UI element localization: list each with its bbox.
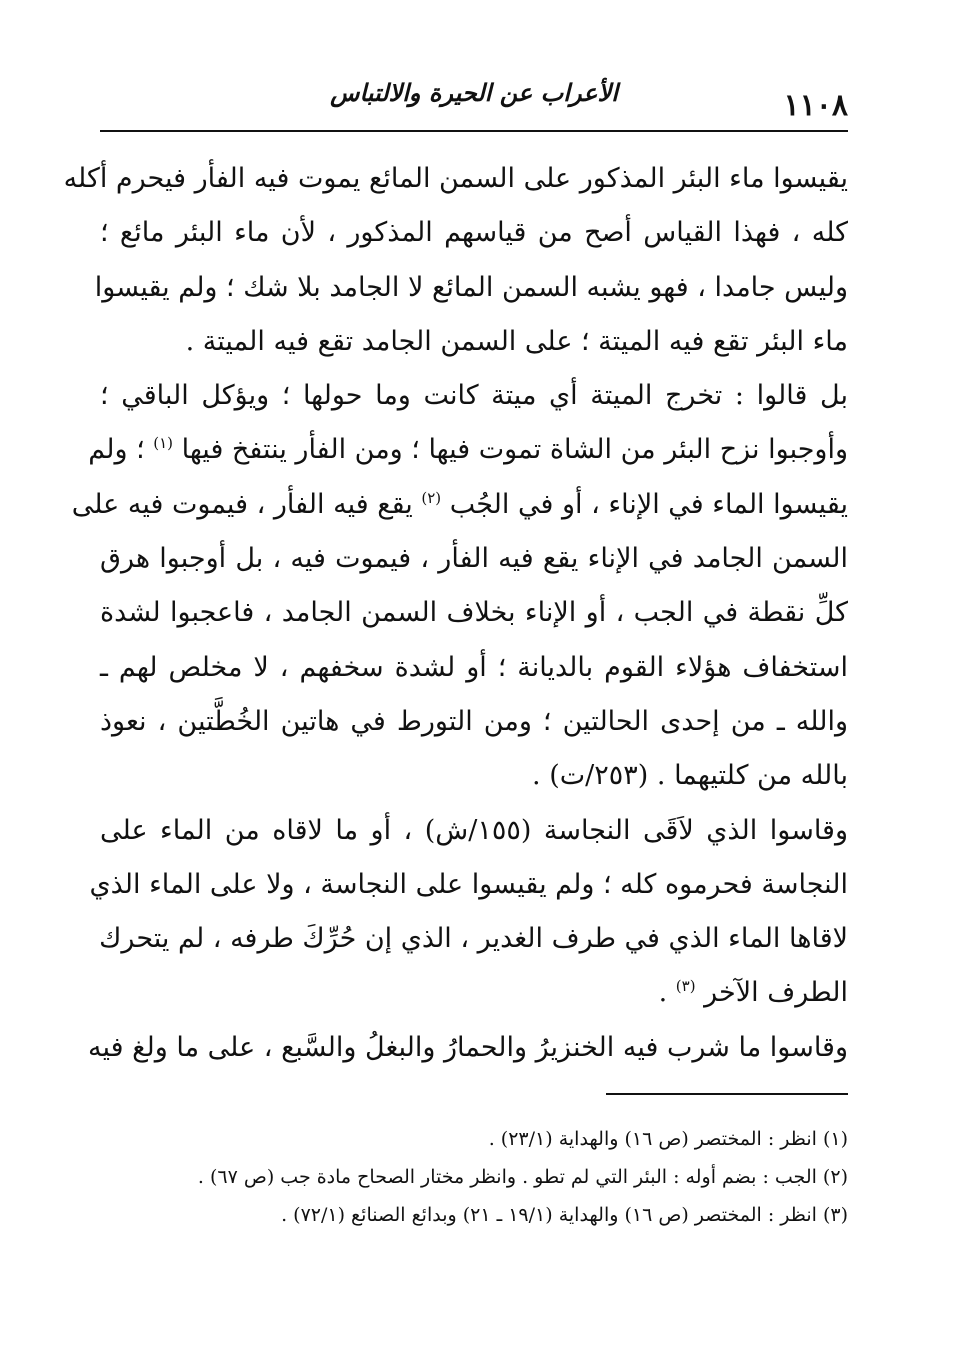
text-segment: يقع فيه الفأر ، فيموت فيه على — [71, 488, 413, 520]
footnotes — [100, 1120, 848, 1234]
footnote-ref: (١) — [153, 434, 174, 453]
footnote-ref: (٢) — [421, 488, 442, 507]
page-header — [100, 70, 848, 132]
text-line: السمن الجامد في الإناء يقع فيه الفأر ، فيموت فيه ، بل أوجبوا هرق — [100, 543, 848, 575]
footnote: (٣) انظر : المختصر (ص ١٦) والهداية (١٩/١ ـ ٢١) وبدائع الصنائع (٧٢/١) . — [281, 1204, 848, 1226]
footnote: (٢) الجب : بضم أوله : البئر التي لم تطو . وانظر مختار الصحاح مادة جب (ص ٦٧) . — [197, 1166, 848, 1188]
text-segment: يقيسوا الماء في الإناء ، أو في الجُب — [449, 488, 848, 520]
main-text — [63, 152, 848, 1075]
text-line-with-note — [100, 966, 848, 1020]
text-line-with-note — [88, 423, 848, 477]
text-line: وقاسوا الذي لاَقَى النجاسة (١٥٥/ش) ، أو ما لاقاه من الماء على — [100, 814, 848, 846]
text-segment: . — [658, 977, 668, 1009]
text-segment: ؛ ولم — [88, 434, 145, 466]
text-line: كله ، فهذا القياس أصح من قياسهم المذكور ، لأن ماء البئر مائع ؛ — [100, 217, 848, 249]
text-line: النجاسة فحرموه كله ؛ ولم يقيسوا على النجاسة ، ولا على الماء الذي — [89, 868, 848, 900]
text-line: استخفاف هؤلاء القوم بالديانة ؛ أو لشدة سخفهم ، لا مخلص لهم ـ — [100, 651, 848, 683]
text-line: بل قالوا : تخرج الميتة أي ميتة كانت وما حولها ؛ ويؤكل الباقي ؛ — [100, 380, 848, 412]
text-segment: وأوجبوا نزح البئر من الشاة تموت فيها ؛ ومن الفأر ينتفخ فيها — [181, 434, 848, 466]
text-line: وليس جامدا ، فهو يشبه السمن المائع لا الجامد بلا شك ؛ ولم يقيسوا — [94, 271, 848, 303]
text-segment: الطرف الآخر — [704, 977, 848, 1009]
text-line: ماء البئر تقع فيه الميتة ؛ على السمن الجامد تقع فيه الميتة . — [185, 325, 848, 357]
footnote: (١) انظر : المختصر (ص ١٦) والهداية (٢٣/١) . — [488, 1128, 848, 1150]
text-line: لاقاها الماء الذي في طرف الغدير ، الذي إن حُرِّكَ طرفه ، لم يتحرك — [99, 923, 848, 955]
text-line: كلِّ نقطة في الجب ، أو الإناء بخلاف السمن الجامد ، فاعجبوا لشدة — [100, 597, 848, 629]
footnote-ref: (٣) — [675, 977, 696, 996]
page-number: ١١٠٨ — [783, 88, 848, 123]
running-title: الأعراب عن الحيرة والالتباس — [330, 78, 618, 107]
text-line: والله ـ من إحدى الحالتين ؛ ومن التورط في هاتين الخُطَّتين ، نعوذ — [100, 705, 848, 737]
footnote-divider — [606, 1093, 848, 1095]
text-line: وقاسوا ما شرب فيه الخنزيرُ والحمارُ والبغلُ والسَّبع ، على ما ولغ فيه — [88, 1031, 848, 1063]
text-line-with-note — [71, 478, 848, 532]
text-line: بالله من كلتيهما . (٢٥٣/ت) . — [532, 760, 848, 792]
text-line: يقيسوا ماء البئر المذكور على السمن المائع يموت فيه الفأر فيحرم أكله — [63, 163, 848, 194]
